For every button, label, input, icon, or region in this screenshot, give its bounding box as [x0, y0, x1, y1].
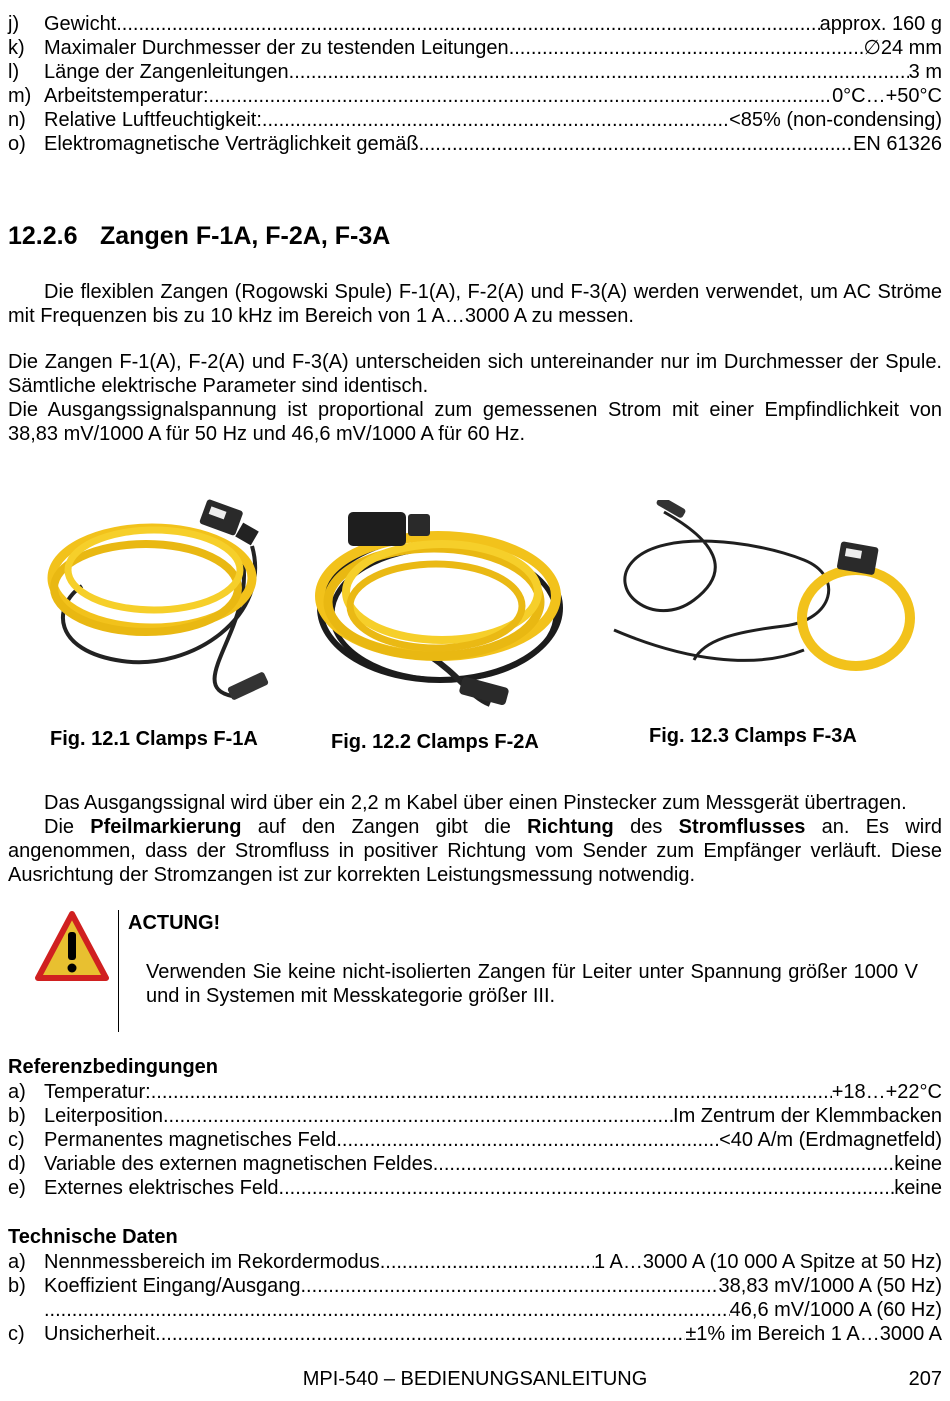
- item-marker: d): [8, 1153, 26, 1175]
- item-label: Leiterposition: [44, 1105, 163, 1127]
- spec-item: [8, 36, 942, 60]
- spec-list: [8, 12, 942, 156]
- item-marker: b): [8, 1105, 26, 1127]
- ref-item: [8, 1080, 942, 1104]
- section-number: 12.2.6: [8, 222, 78, 250]
- dot-leader: [509, 36, 864, 60]
- dot-leader: [151, 1080, 832, 1104]
- warning-text: Verwenden Sie keine nicht-isolierten Zangen für Leiter unter Spannung größer 1000 V und in Systemen mit Messkategorie größer III.: [146, 961, 918, 1007]
- tech-item: [8, 1322, 942, 1346]
- item-marker: n): [8, 109, 26, 131]
- tech-item: [8, 1250, 942, 1274]
- item-marker: m): [8, 85, 32, 107]
- item-label: Temperatur:: [44, 1081, 151, 1103]
- item-value: 1 A…3000 A (10 000 A Spitze at 50 Hz): [593, 1251, 942, 1273]
- figure-caption: Fig. 12.1 Clamps F-1A: [50, 728, 258, 750]
- page-number: 207: [908, 1368, 942, 1390]
- paragraph-text: Die flexiblen Zangen (Rogowski Spule) F-1(A), F-2(A) und F-3(A) werden verwendet, um AC Ströme mit Frequenzen bis zu 10 kHz im Bereich von 1 A…3000 A zu messen.: [8, 281, 942, 327]
- dot-leader: [209, 84, 833, 108]
- item-value: +18…+22°C: [831, 1081, 942, 1103]
- tech-heading: Technische Daten: [8, 1226, 178, 1248]
- item-value: 38,83 mV/1000 A (50 Hz): [718, 1275, 942, 1297]
- ref-heading: Referenzbedingungen: [8, 1056, 219, 1078]
- paragraph-text: Das Ausgangssignal wird über ein 2,2 m Kabel über einen Pinstecker zum Messgerät übertragen.: [44, 792, 907, 814]
- dot-leader: [336, 1128, 719, 1152]
- footer-title: MPI-540 – BEDIENUNGSANLEITUNG: [302, 1368, 648, 1390]
- tech-list: [8, 1250, 942, 1346]
- figure-clamp-f3a: [604, 500, 918, 672]
- arrow-paragraph: [8, 815, 942, 887]
- item-label: Arbeitstemperatur:: [44, 85, 209, 107]
- item-label: Variable des externen magnetischen Feldes: [44, 1153, 433, 1175]
- item-value: 46,6 mV/1000 A (60 Hz): [729, 1299, 942, 1321]
- spec-item: [8, 108, 942, 132]
- item-marker: k): [8, 37, 25, 59]
- item-label: Länge der Zangenleitungen: [44, 61, 289, 83]
- text-run: Die: [44, 816, 91, 838]
- warning-title: ACTUNG!: [128, 912, 221, 934]
- diameter-paragraph: [8, 350, 942, 446]
- figure-caption: Fig. 12.3 Clamps F-3A: [649, 725, 857, 747]
- item-marker: o): [8, 133, 26, 155]
- ref-item: [8, 1176, 942, 1200]
- item-label: Gewicht: [44, 13, 117, 35]
- ref-item: [8, 1152, 942, 1176]
- spec-item: [8, 84, 942, 108]
- item-label: Externes elektrisches Feld: [44, 1177, 279, 1199]
- dot-leader: [301, 1274, 719, 1298]
- spec-item: [8, 12, 942, 36]
- dot-leader: [44, 1298, 730, 1322]
- item-label: Nennmessbereich im Rekordermodus: [44, 1251, 380, 1273]
- item-value: <85% (non-condensing): [729, 109, 942, 131]
- dot-leader: [163, 1104, 673, 1128]
- item-marker: a): [8, 1251, 26, 1273]
- text-run: auf den Zangen gibt die: [241, 816, 528, 838]
- item-marker: b): [8, 1275, 26, 1297]
- dot-leader: [433, 1152, 894, 1176]
- dot-leader: [262, 108, 729, 132]
- ref-item: [8, 1104, 942, 1128]
- text-run: an. Es wird angenommen, dass der Stromfluss in positiver Richtung vom Sender zum Empfänger verläuft. Diese Ausrichtung der Stromzangen ist zur korrekten Leistungsmessung notwendig.: [8, 816, 942, 886]
- bold-run: Stromflusses: [678, 816, 806, 838]
- intro-paragraph: [8, 280, 942, 328]
- item-marker: a): [8, 1081, 26, 1103]
- ref-list: [8, 1080, 942, 1200]
- item-value: 3 m: [908, 61, 942, 83]
- dot-leader: [116, 12, 819, 36]
- figure-clamp-f2a: [310, 496, 572, 714]
- clamp-f3a-image: [604, 500, 918, 672]
- section-title: Zangen F-1A, F-2A, F-3A: [100, 222, 391, 250]
- section-heading: [8, 222, 390, 251]
- clamp-f1a-image: [42, 496, 282, 710]
- bold-run: Richtung: [527, 816, 614, 838]
- spec-item: [8, 60, 942, 84]
- dot-leader: [289, 60, 909, 84]
- item-value: keine: [894, 1177, 942, 1199]
- item-label: Permanentes magnetisches Feld: [44, 1129, 337, 1151]
- figure-caption: Fig. 12.2 Clamps F-2A: [331, 731, 539, 753]
- item-marker: l): [8, 61, 20, 83]
- item-marker: j): [8, 13, 20, 35]
- item-value: EN 61326: [853, 133, 942, 155]
- item-value: 0°C…+50°C: [832, 85, 942, 107]
- bold-run: Pfeilmarkierung: [90, 816, 242, 838]
- dot-leader: [419, 132, 853, 156]
- tech-item: [8, 1298, 942, 1322]
- item-marker: c): [8, 1129, 25, 1151]
- item-value: ±1% im Bereich 1 A…3000 A: [685, 1323, 942, 1345]
- output-paragraph: [8, 791, 942, 887]
- item-marker: c): [8, 1323, 25, 1345]
- tech-item: [8, 1274, 942, 1298]
- item-value: keine: [894, 1153, 942, 1175]
- spec-item: [8, 132, 942, 156]
- item-value: approx. 160 g: [819, 13, 942, 35]
- dot-leader: [155, 1322, 685, 1346]
- item-label: Elektromagnetische Verträglichkeit gemäß: [44, 133, 419, 155]
- dot-leader: [279, 1176, 895, 1200]
- paragraph-text: Die Ausgangssignalspannung ist proportional zum gemessenen Strom mit einer Empfindlichkeit von 38,83 mV/1000 A für 50 Hz und 46,6 mV/1000 A für 60 Hz.: [8, 399, 942, 445]
- ref-item: [8, 1128, 942, 1152]
- paragraph-text: Die Zangen F-1(A), F-2(A) und F-3(A) unterscheiden sich untereinander nur im Durchmesser der Spule. Sämtliche elektrische Parameter sind identisch.: [8, 351, 942, 397]
- text-run: des: [613, 816, 679, 838]
- dot-leader: [380, 1250, 594, 1274]
- item-marker: e): [8, 1177, 26, 1199]
- item-value: ∅24 mm: [863, 37, 942, 59]
- item-label: Maximaler Durchmesser der zu testenden Leitungen: [44, 37, 509, 59]
- item-label: Koeffizient Eingang/Ausgang: [44, 1275, 301, 1297]
- page-footer: [8, 1368, 942, 1392]
- warning-divider: [118, 910, 119, 1032]
- item-value: Im Zentrum der Klemmbacken: [673, 1105, 942, 1127]
- warning-icon: [34, 910, 110, 982]
- clamp-f2a-image: [310, 496, 572, 714]
- item-label: Relative Luftfeuchtigkeit:: [44, 109, 262, 131]
- item-value: <40 A/m (Erdmagnetfeld): [719, 1129, 942, 1151]
- figure-clamp-f1a: [42, 496, 282, 710]
- item-label: Unsicherheit: [44, 1323, 156, 1345]
